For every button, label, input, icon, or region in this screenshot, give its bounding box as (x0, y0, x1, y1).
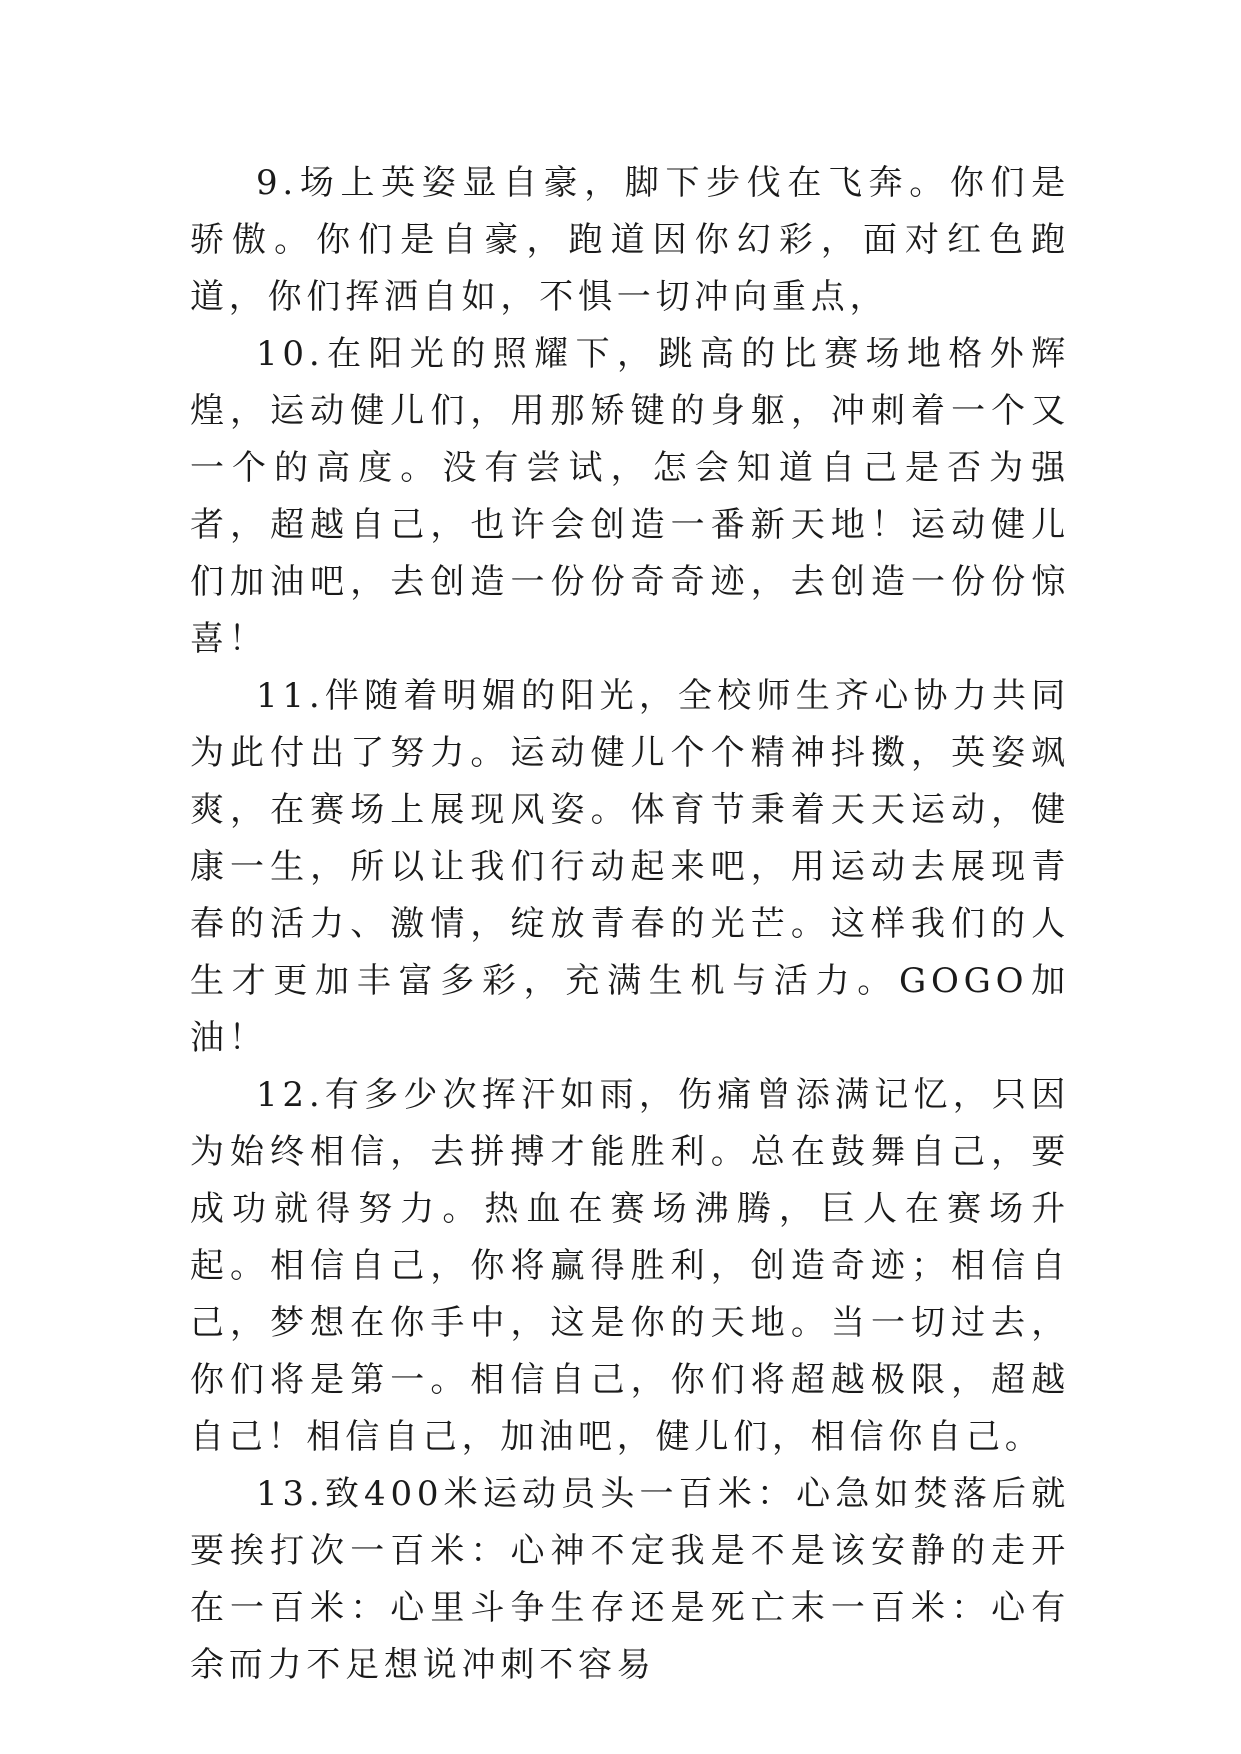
paragraph-9: 9.场上英姿显自豪，脚下步伐在飞奔。你们是骄傲。你们是自豪，跑道因你幻彩，面对红色跑道，你们挥洒自如，不惧一切冲向重点， (190, 163, 1070, 317)
paragraph-10: 10.在阳光的照耀下，跳高的比赛场地格外辉煌，运动健儿们，用那矫键的身躯，冲刺着一个又一个的高度。没有尝试，怎会知道自己是否为强者，超越自己，也许会创造一番新天地！运动健儿们加油吧，去创造一份份奇奇迹，去创造一份份惊喜！ (190, 334, 1070, 659)
document-body (190, 155, 1070, 1694)
paragraph-12: 12.有多少次挥汗如雨，伤痛曾添满记忆，只因为始终相信，去拼搏才能胜利。总在鼓舞自己，要成功就得努力。热血在赛场沸腾，巨人在赛场升起。相信自己，你将赢得胜利，创造奇迹；相信自己，梦想在你手中，这是你的天地。当一切过去，你们将是第一。相信自己，你们将超越极限，超越自己！相信自己，加油吧，健儿们，相信你自己。 (190, 1075, 1070, 1457)
paragraph-11: 11.伴随着明媚的阳光，全校师生齐心协力共同为此付出了努力。运动健儿个个精神抖擞，英姿飒爽，在赛场上展现风姿。体育节秉着天天运动，健康一生，所以让我们行动起来吧，用运动去展现青春的活力、激情，绽放青春的光芒。这样我们的人生才更加丰富多彩，充满生机与活力。GOGO加油！ (190, 676, 1070, 1058)
paragraph-13: 13.致400米运动员头一百米：心急如焚落后就要挨打次一百米：心神不定我是不是该安静的走开在一百米：心里斗争生存还是死亡末一百米：心有余而力不足想说冲刺不容易 (190, 1474, 1070, 1685)
